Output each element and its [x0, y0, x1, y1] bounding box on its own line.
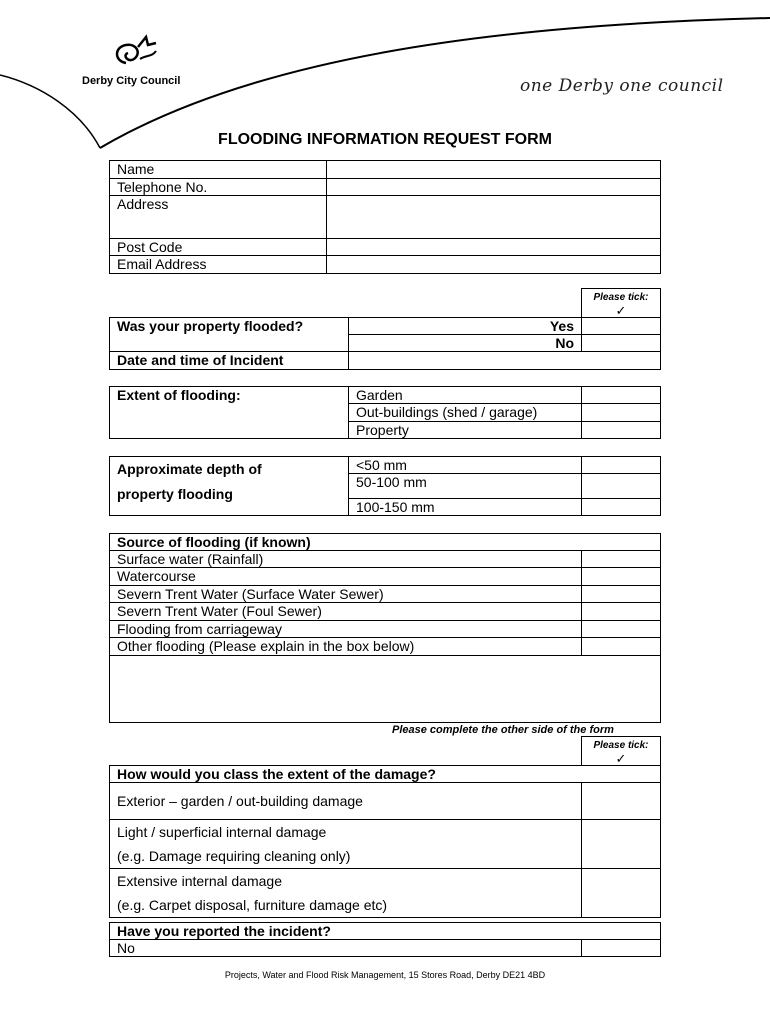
damage-tick-icon: ✓: [615, 751, 627, 766]
other-side-note: Please complete the other side of the form: [392, 724, 614, 736]
flooded-no-label: No: [349, 335, 582, 352]
postcode-field[interactable]: [327, 239, 661, 256]
extent-property-label: Property: [349, 422, 582, 439]
postcode-label: Post Code: [110, 239, 327, 256]
source-surface-water-checkbox[interactable]: [582, 551, 661, 568]
depth-under50-checkbox[interactable]: [582, 457, 661, 474]
council-logo-icon: [112, 33, 162, 73]
source-stw-foul-label: Severn Trent Water (Foul Sewer): [110, 603, 582, 621]
email-label: Email Address: [110, 256, 327, 274]
depth-under50-label: <50 mm: [349, 457, 582, 474]
reported-no-label: No: [110, 940, 582, 957]
source-carriageway-label: Flooding from carriageway: [110, 621, 582, 638]
depth-50-100-label: 50-100 mm: [349, 474, 582, 499]
source-other-label: Other flooding (Please explain in the box below): [110, 638, 582, 656]
damage-extensive-label: [110, 869, 582, 918]
damage-light-line2: (e.g. Damage requiring cleaning only): [117, 848, 351, 864]
flooded-no-checkbox[interactable]: [582, 335, 661, 352]
source-watercourse-label: Watercourse: [110, 568, 582, 586]
tick-icon: ✓: [615, 303, 627, 318]
depth-table: [109, 456, 661, 516]
reported-no-checkbox[interactable]: [582, 940, 661, 957]
depth-label-line2: property flooding: [117, 486, 233, 502]
damage-extensive-checkbox[interactable]: [582, 869, 661, 918]
damage-light-label: [110, 820, 582, 869]
source-heading: Source of flooding (if known): [110, 534, 661, 551]
source-stw-foul-checkbox[interactable]: [582, 603, 661, 621]
contact-table: [109, 160, 661, 274]
address-label: Address: [110, 196, 327, 239]
depth-label: [110, 457, 349, 516]
telephone-label: Telephone No.: [110, 179, 327, 196]
depth-100-150-checkbox[interactable]: [582, 499, 661, 516]
damage-heading: How would you class the extent of the damage?: [110, 766, 661, 783]
damage-please-tick-label: Please tick:: [593, 740, 649, 751]
damage-light-line1: Light / superficial internal damage: [117, 824, 327, 840]
flooded-question: Was your property flooded?: [110, 318, 349, 352]
source-other-checkbox[interactable]: [582, 638, 661, 656]
depth-100-150-label: 100-150 mm: [349, 499, 582, 516]
damage-light-checkbox[interactable]: [582, 820, 661, 869]
extent-garden-checkbox[interactable]: [582, 387, 661, 404]
damage-tick-header: [582, 737, 661, 766]
source-stw-surface-label: Severn Trent Water (Surface Water Sewer): [110, 586, 582, 603]
depth-50-100-checkbox[interactable]: [582, 474, 661, 499]
telephone-field[interactable]: [327, 179, 661, 196]
extent-outbuildings-label: Out-buildings (shed / garage): [349, 404, 582, 422]
council-name: Derby City Council: [82, 75, 181, 87]
reported-table: [109, 922, 661, 957]
source-table: [109, 533, 661, 723]
tick-header: [582, 289, 661, 318]
source-other-explain-box[interactable]: [110, 656, 661, 723]
date-time-label: Date and time of Incident: [110, 352, 349, 370]
reported-heading: Have you reported the incident?: [110, 923, 661, 940]
page-title: FLOODING INFORMATION REQUEST FORM: [218, 131, 552, 148]
email-field[interactable]: [327, 256, 661, 274]
flooded-yes-label: Yes: [349, 318, 582, 335]
extent-table: [109, 386, 661, 439]
extent-garden-label: Garden: [349, 387, 582, 404]
extent-property-checkbox[interactable]: [582, 422, 661, 439]
date-time-field[interactable]: [349, 352, 661, 370]
damage-exterior-label: Exterior – garden / out-building damage: [110, 783, 582, 820]
extent-outbuildings-checkbox[interactable]: [582, 404, 661, 422]
address-field[interactable]: [327, 196, 661, 239]
damage-extensive-line2: (e.g. Carpet disposal, furniture damage etc): [117, 897, 388, 913]
flooded-table: [109, 288, 661, 370]
source-surface-water-label: Surface water (Rainfall): [110, 551, 582, 568]
please-tick-label: Please tick:: [593, 292, 649, 303]
extent-label: Extent of flooding:: [110, 387, 349, 439]
name-label: Name: [110, 161, 327, 179]
damage-table: [109, 736, 661, 918]
depth-label-line1: Approximate depth of: [117, 461, 262, 477]
damage-exterior-checkbox[interactable]: [582, 783, 661, 820]
flooded-yes-checkbox[interactable]: [582, 318, 661, 335]
name-field[interactable]: [327, 161, 661, 179]
footer-address: Projects, Water and Flood Risk Management, 15 Stores Road, Derby DE21 4BD: [224, 970, 546, 980]
source-stw-surface-checkbox[interactable]: [582, 586, 661, 603]
damage-extensive-line1: Extensive internal damage: [117, 873, 282, 889]
source-watercourse-checkbox[interactable]: [582, 568, 661, 586]
source-carriageway-checkbox[interactable]: [582, 621, 661, 638]
slogan: one Derby one council: [520, 76, 724, 96]
